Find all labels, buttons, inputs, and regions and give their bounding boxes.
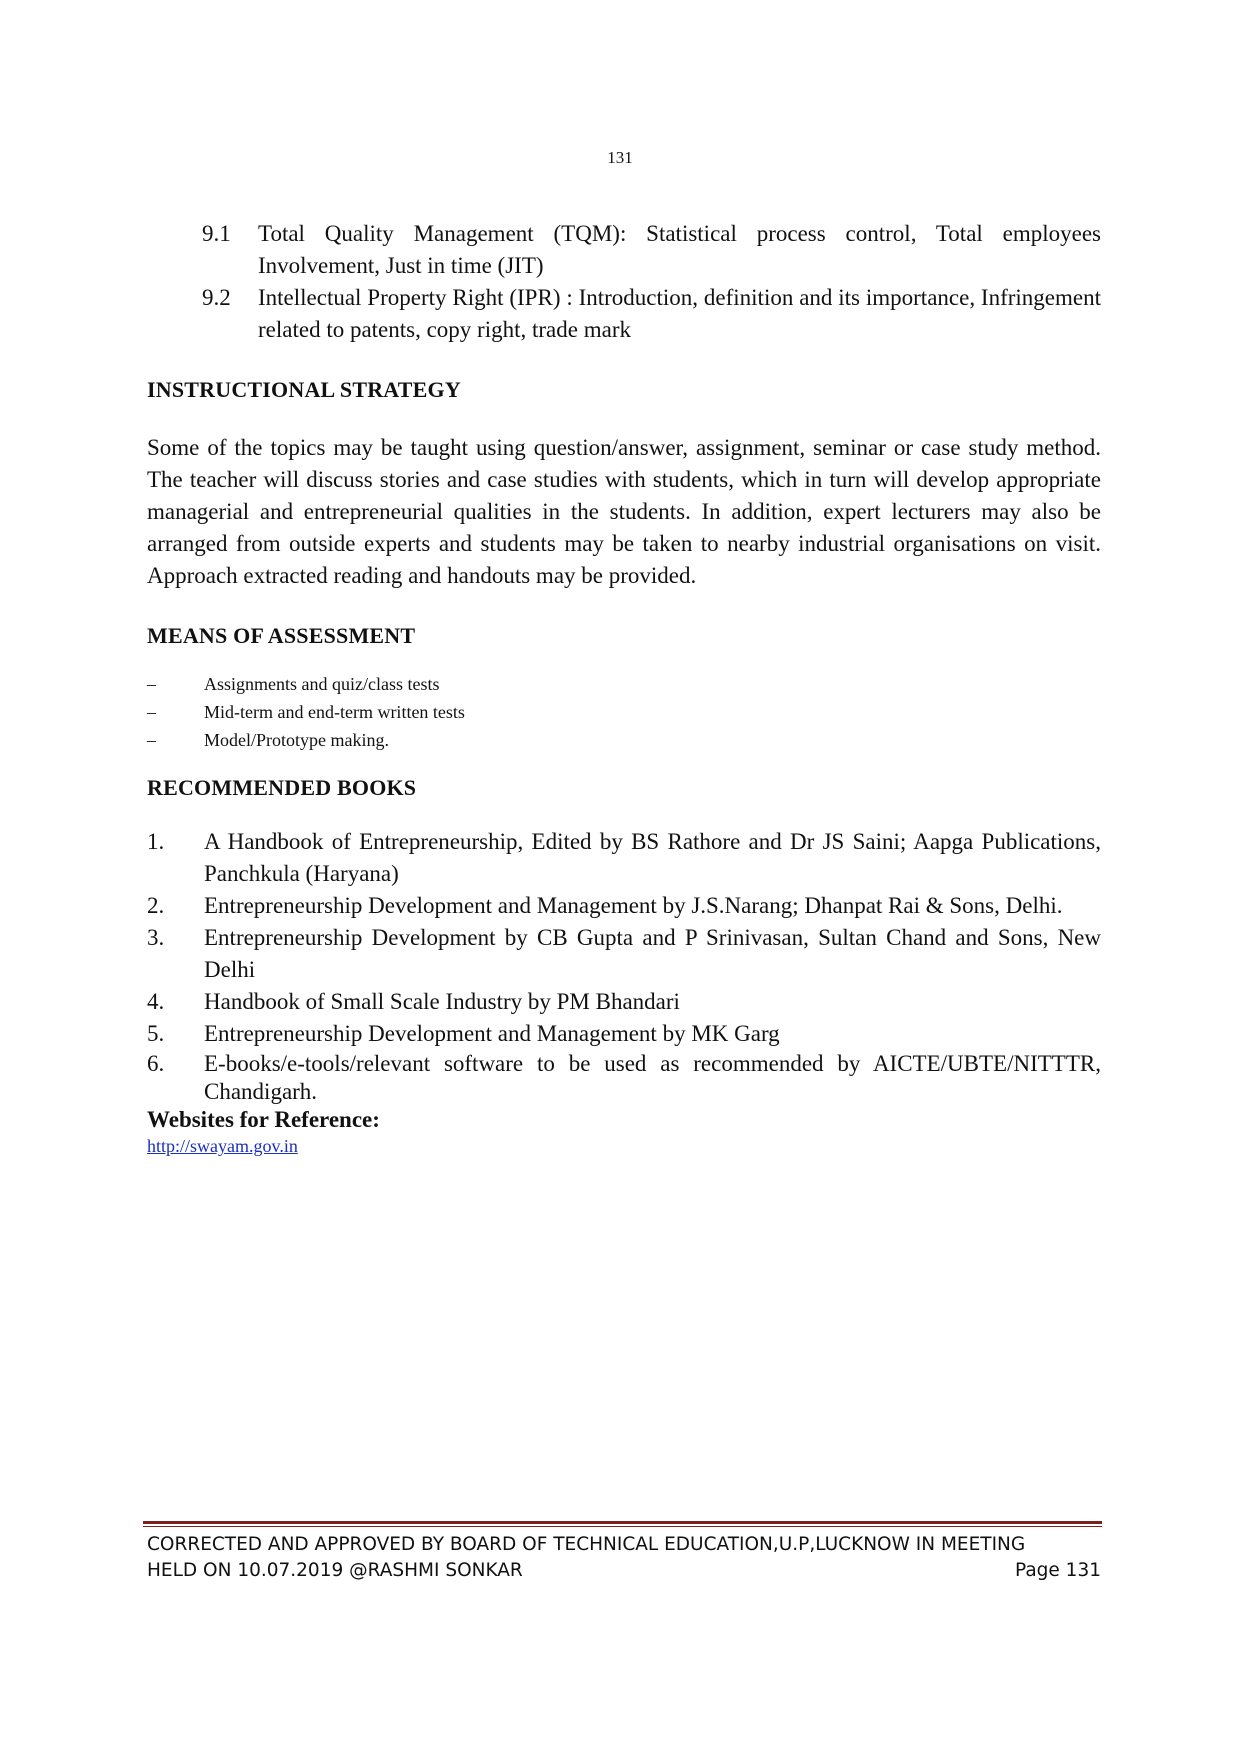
book-item (147, 986, 1101, 1018)
book-text: A Handbook of Entrepreneurship, Edited by BS Rathore and Dr JS Saini; Aapga Publications, Panchkula (Haryana) (204, 829, 1101, 886)
dash-bullet: – (147, 730, 156, 750)
dash-bullet: – (147, 702, 156, 722)
book-text: Entrepreneurship Development by CB Gupta and P Srinivasan, Sultan Chand and Sons, New Delhi (204, 925, 1101, 982)
swayam-link[interactable]: http://swayam.gov.in (147, 1136, 298, 1156)
page-content (147, 218, 1101, 1158)
book-number: 6. (147, 1051, 165, 1076)
instructional-strategy-text: Some of the topics may be taught using question/answer, assignment, seminar or case study method. The teacher will discuss stories and case studies with students, which in turn will develop appropriate managerial and entrepreneurial qualities in the students. In addition, expert lecturers may also be arranged from outside experts and students may be taken to nearby industrial organisations on visit. Approach extracted reading and handouts may be provided. (147, 435, 1101, 588)
instructional-strategy-heading: INSTRUCTIONAL STRATEGY (147, 377, 461, 402)
assessment-text: Assignments and quiz/class tests (204, 674, 440, 694)
topic-number: 9.1 (202, 221, 231, 246)
topic-list (147, 218, 1101, 346)
book-item (147, 1050, 1101, 1106)
assessment-item (147, 698, 1101, 726)
topic-item (147, 282, 1101, 346)
book-number: 3. (147, 925, 165, 950)
page-number: 131 (607, 148, 633, 167)
assessment-text: Model/Prototype making. (204, 730, 389, 750)
assessment-text: Mid-term and end-term written tests (204, 702, 465, 722)
book-text: Handbook of Small Scale Industry by PM Bhandari (204, 989, 680, 1014)
websites-heading: Websites for Reference: (147, 1107, 380, 1132)
book-number: 5. (147, 1021, 165, 1046)
assessment-item (147, 726, 1101, 754)
book-number: 4. (147, 989, 165, 1014)
topic-text: Total Quality Management (TQM): Statistical process control, Total employees Involvement, Just in time (JIT) (258, 221, 1101, 278)
book-item (147, 826, 1101, 890)
book-text: E-books/e-tools/relevant software to be used as recommended by AICTE/UBTE/NITTTR, Chandigarh. (204, 1051, 1101, 1104)
topic-text: Intellectual Property Right (IPR) : Introduction, definition and its importance, Infringement related to patents, copy right, trade mark (258, 285, 1101, 342)
means-of-assessment-heading: MEANS OF ASSESSMENT (147, 623, 416, 648)
book-item (147, 890, 1101, 922)
dash-bullet: – (147, 674, 156, 694)
assessment-list (147, 670, 1101, 754)
book-text: Entrepreneurship Development and Management by MK Garg (204, 1021, 780, 1046)
footer-line-1: CORRECTED AND APPROVED BY BOARD OF TECHNICAL EDUCATION,U.P,LUCKNOW IN MEETING (147, 1534, 1026, 1555)
footer-line-2: HELD ON 10.07.2019 @RASHMI SONKAR (147, 1560, 523, 1581)
recommended-books-heading: RECOMMENDED BOOKS (147, 775, 417, 800)
assessment-item (147, 670, 1101, 698)
book-number: 1. (147, 829, 165, 854)
topic-item (147, 218, 1101, 282)
book-number: 2. (147, 893, 165, 918)
page-footer (147, 1532, 1101, 1584)
footer-divider-thin (143, 1526, 1102, 1527)
footer-divider (143, 1521, 1102, 1524)
footer-page-label: Page 131 (1015, 1560, 1101, 1581)
book-text: Entrepreneurship Development and Management by J.S.Narang; Dhanpat Rai & Sons, Delhi. (204, 893, 1063, 918)
topic-number: 9.2 (202, 285, 231, 310)
book-item (147, 1018, 1101, 1050)
book-item (147, 922, 1101, 986)
footer-line-2-row (147, 1558, 1101, 1584)
book-list (147, 826, 1101, 1106)
